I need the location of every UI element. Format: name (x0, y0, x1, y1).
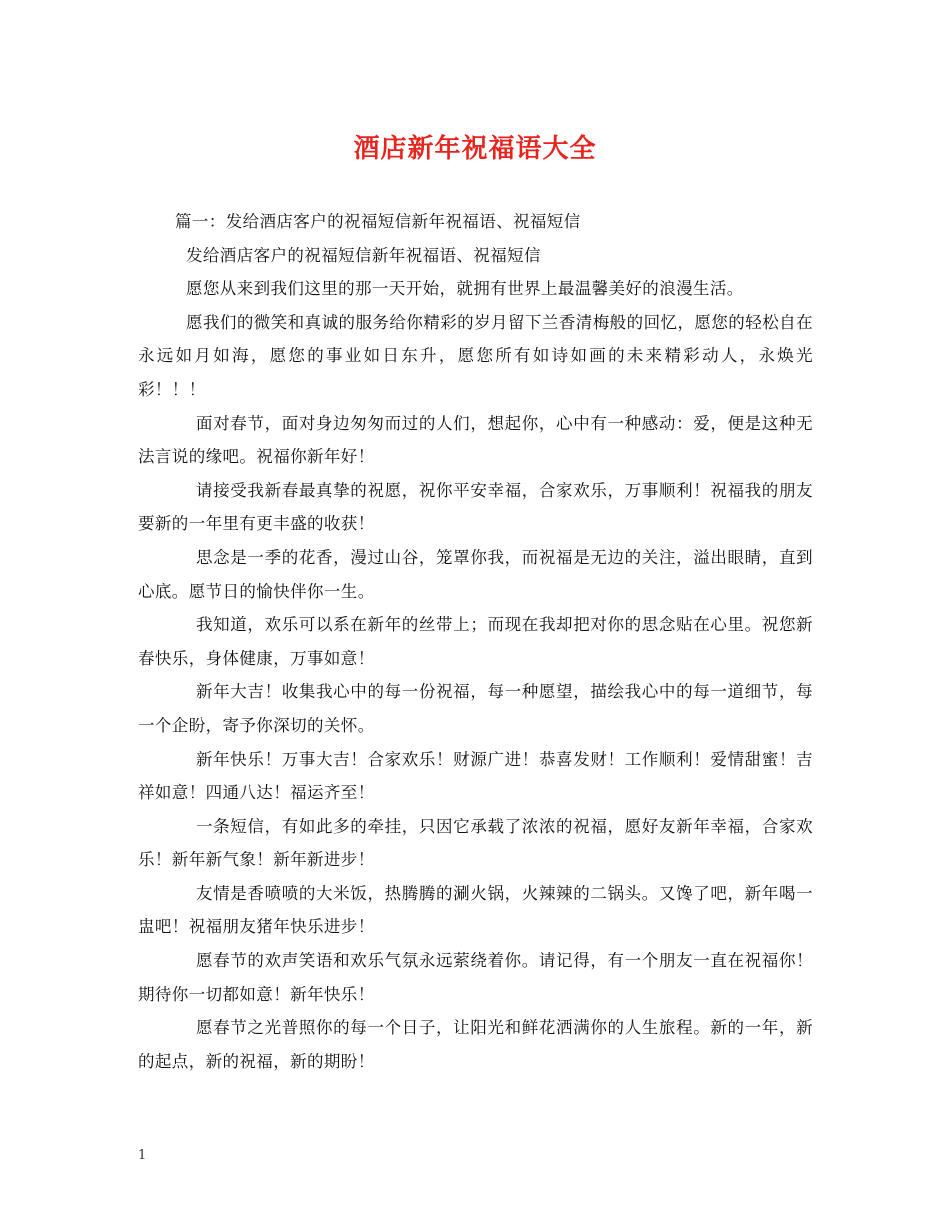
paragraph: 我知道，欢乐可以系在新年的丝带上；而现在我却把对你的思念贴在心里。祝您新春快乐，身体健康，万事如意！ (138, 615, 813, 668)
paragraph: 愿春节之光普照你的每一个日子，让阳光和鲜花洒满你的人生旅程。新的一年，新的起点，新的祝福，新的期盼！ (138, 1018, 813, 1071)
paragraph: 愿我们的微笑和真诚的服务给你精彩的岁月留下兰香清梅般的回忆，愿您的轻松自在永远如月如海，愿您的事业如日东升，愿您所有如诗如画的未来精彩动人，永焕光彩！！！ (138, 312, 813, 399)
paragraph: 愿春节的欢声笑语和欢乐气氛永远萦绕着你。请记得，有一个朋友一直在祝福你！期待你一切都如意！新年快乐！ (138, 951, 813, 1004)
paragraph: 请接受我新春最真挚的祝愿，祝你平安幸福，合家欢乐，万事顺利！祝福我的朋友要新的一年里有更丰盛的收获！ (138, 480, 813, 534)
paragraph: 一条短信，有如此多的牵挂，只因它承载了浓浓的祝福，愿好友新年幸福，合家欢乐！新年新气象！新年新进步！ (138, 816, 813, 870)
paragraph: 友情是香喷喷的大米饭，热腾腾的涮火锅，火辣辣的二锅头。又馋了吧，新年喝一盅吧！祝福朋友猪年快乐进步！ (138, 883, 813, 937)
paragraph: 新年快乐！万事大吉！合家欢乐！财源广进！恭喜发财！工作顺利！爱情甜蜜！吉祥如意！四通八达！福运齐至！ (138, 749, 813, 803)
paragraph: 思念是一季的花香，漫过山谷，笼罩你我，而祝福是无边的关注，溢出眼睛，直到心底。愿节日的愉快伴你一生。 (138, 547, 813, 601)
page-number: 1 (138, 1148, 147, 1163)
paragraph-section-heading: 篇一：发给酒店客户的祝福短信新年祝福语、祝福短信 (175, 212, 581, 231)
document-title: 酒店新年祝福语大全 (353, 134, 597, 164)
paragraph: 愿您从来到我们这里的那一天开始，就拥有世界上最温馨美好的浪漫生活。 (186, 279, 744, 299)
paragraph: 面对春节，面对身边匆匆而过的人们，想起你，心中有一种感动：爱，便是这种无法言说的缘吧。祝福你新年好！ (138, 413, 813, 467)
paragraph: 新年大吉！收集我心中的每一份祝福，每一种愿望，描绘我心中的每一道细节，每一个企盼，寄予你深切的关怀。 (138, 682, 813, 735)
document-body (138, 205, 813, 1078)
paragraph-subheading: 发给酒店客户的祝福短信新年祝福语、祝福短信 (186, 245, 541, 265)
